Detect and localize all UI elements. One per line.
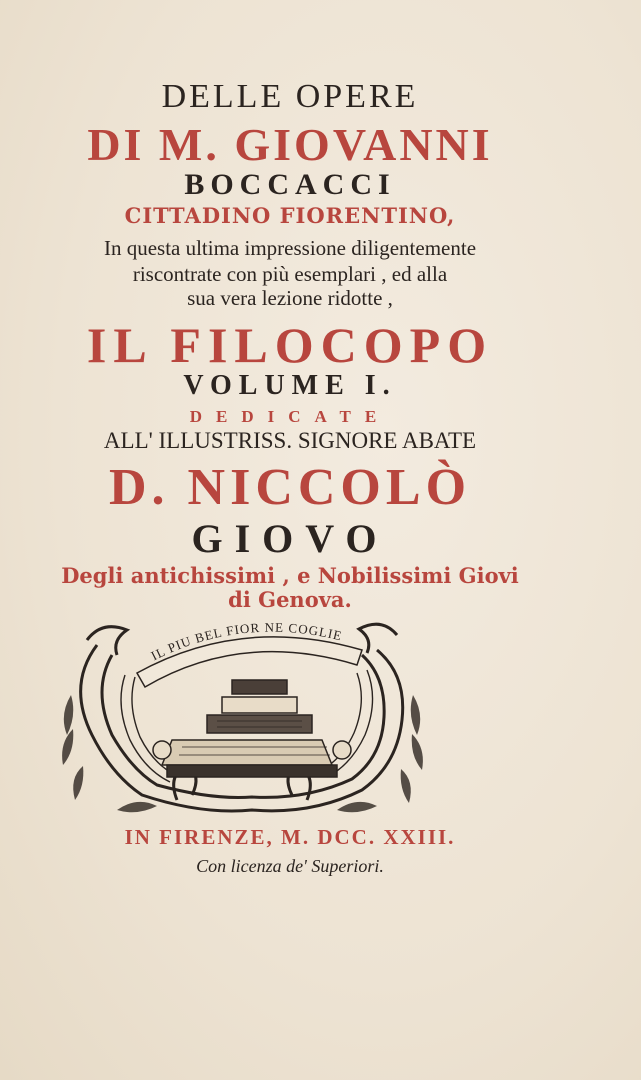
dedicatee-surname: GIOVO [191,516,389,561]
description-line-2: riscontrate con più esemplari , ed alla [132,262,448,286]
work-title: IL FILOCOPO [86,317,494,373]
heading-delle-opere: DELLE OPERE [161,78,419,115]
dedication-line: ALL' ILLUSTRISS. SIGNORE ABATE [103,428,477,453]
dedicate-label: DEDICATE [189,407,391,426]
device-motto: IL PIU BEL FIOR NE COGLIE [148,619,344,664]
printer-device-woodcut [57,615,432,815]
family-line-2: di Genova. [228,587,352,612]
heading-author-name: DI M. GIOVANNI [87,119,493,170]
dedicatee-name: D. NICCOLÒ [108,459,472,516]
description-line-3: sua vera lezione ridotte , [187,286,393,310]
subtitle-cittadino: CITTADINO FIORENTINO, [124,203,456,228]
description-line-1: In questa ultima impressione diligentemente [103,236,477,260]
volume-label: VOLUME I. [183,370,397,401]
license-line: Con licenza de' Superiori. [196,856,384,876]
heading-boccacci: BOCCACCI [184,168,396,201]
imprint-place-date: IN FIRENZE, M. DCC. XXIII. [124,825,456,849]
family-line-1: Degli antichissimi , e Nobilissimi Giovi [61,563,519,588]
